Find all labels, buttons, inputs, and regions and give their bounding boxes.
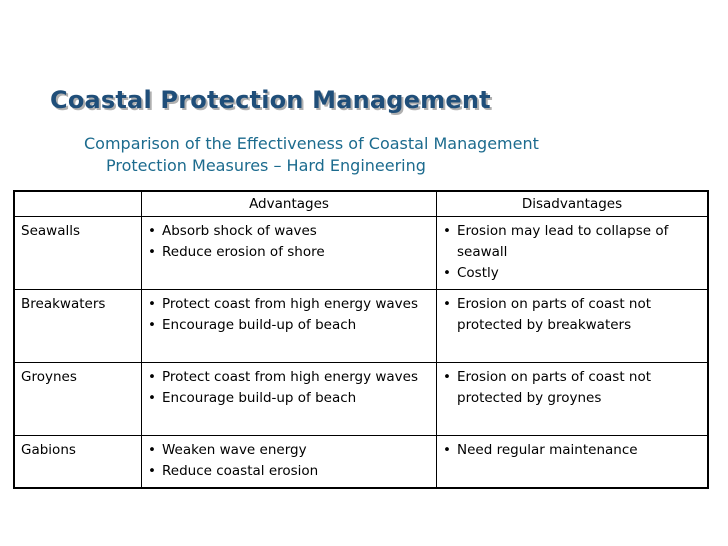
row-name: Groynes <box>14 363 142 436</box>
advantages-cell <box>142 436 437 488</box>
subtitle-line-1: Comparison of the Effectiveness of Coastal Management <box>84 134 539 153</box>
bullet-icon: • <box>148 296 156 312</box>
bullet-icon: • <box>148 369 156 385</box>
table-row <box>14 290 708 363</box>
disadvantages-cell <box>437 363 709 436</box>
header-blank <box>14 191 142 217</box>
list-item <box>148 367 430 388</box>
list-item <box>148 221 430 242</box>
list-item <box>443 294 701 336</box>
bullet-icon: • <box>148 390 156 406</box>
list-item <box>443 440 701 461</box>
list-item <box>443 221 701 263</box>
bullet-icon: • <box>443 296 451 312</box>
list-item-text: Reduce erosion of shore <box>162 244 325 260</box>
advantages-cell <box>142 290 437 363</box>
page-subtitle <box>84 133 644 177</box>
list-item-text: Erosion on parts of coast not protected by groynes <box>457 369 652 406</box>
list-item <box>148 440 430 461</box>
list-item-text: Reduce coastal erosion <box>162 463 319 479</box>
list-item <box>148 388 430 409</box>
list-item <box>148 294 430 315</box>
subtitle-line-2: Protection Measures – Hard Engineering <box>106 156 426 175</box>
disadvantages-cell <box>437 217 709 290</box>
list-item <box>443 367 701 409</box>
header-advantages: Advantages <box>142 191 437 217</box>
table-row <box>14 363 708 436</box>
list-item <box>148 461 430 482</box>
bullet-icon: • <box>148 223 156 239</box>
advantages-cell <box>142 363 437 436</box>
list-item-text: Protect coast from high energy waves <box>162 369 418 385</box>
disadvantages-cell <box>437 436 709 488</box>
list-item <box>148 242 430 263</box>
list-item-text: Costly <box>457 265 499 281</box>
list-item <box>443 263 701 284</box>
list-item-text: Weaken wave energy <box>162 442 307 458</box>
table-row <box>14 436 708 488</box>
list-item-text: Encourage build-up of beach <box>162 390 357 406</box>
list-item-text: Erosion may lead to collapse of seawall <box>457 223 669 260</box>
bullet-icon: • <box>148 463 156 479</box>
list-item-text: Encourage build-up of beach <box>162 317 357 333</box>
bullet-icon: • <box>148 442 156 458</box>
table-header-row <box>14 191 708 217</box>
list-item <box>148 315 430 336</box>
disadvantages-cell <box>437 290 709 363</box>
list-item-text: Absorb shock of waves <box>162 223 317 239</box>
list-item-text: Need regular maintenance <box>457 442 638 458</box>
list-item-text: Protect coast from high energy waves <box>162 296 418 312</box>
list-item-text: Erosion on parts of coast not protected by breakwaters <box>457 296 652 333</box>
bullet-icon: • <box>148 317 156 333</box>
bullet-icon: • <box>443 223 451 239</box>
advantages-cell <box>142 217 437 290</box>
row-name: Seawalls <box>14 217 142 290</box>
row-name: Breakwaters <box>14 290 142 363</box>
comparison-table <box>13 190 709 489</box>
bullet-icon: • <box>148 244 156 260</box>
row-name: Gabions <box>14 436 142 488</box>
bullet-icon: • <box>443 369 451 385</box>
page-title: Coastal Protection Management <box>50 86 491 114</box>
header-disadvantages: Disadvantages <box>437 191 709 217</box>
table-row <box>14 217 708 290</box>
bullet-icon: • <box>443 265 451 281</box>
bullet-icon: • <box>443 442 451 458</box>
